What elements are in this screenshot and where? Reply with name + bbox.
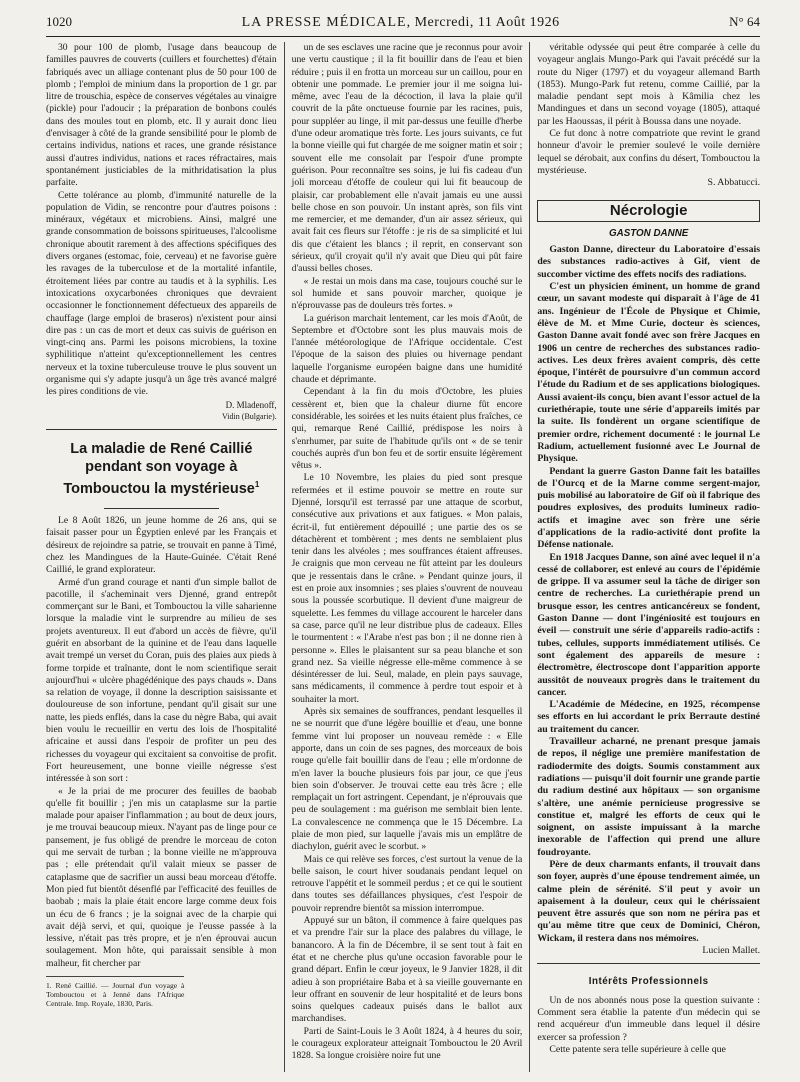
author-location: Vidin (Bulgarie).: [222, 411, 277, 421]
paragraph: Un de nos abonnés nous pose la question suivante : Comment sera établie la patente d'un médecin qui se rend acquéreur d'un immeuble dans lequel il désire exercer sa profession ?: [537, 994, 761, 1043]
paragraph: Père de deux charmants enfants, il trouvait dans son foyer, auprès d'une épouse tendrement aimée, un calme plein de sérénité. S'il peut y avoir un apaisement à la douleur, ceux qui le chérissaient peuvent être assurés que son nom ne périra pas et qu'au même titre que ceux de Dominici, Chéron, Wickam, il restera dans nos mémoires.: [537, 859, 761, 944]
paragraph: C'est un physicien éminent, un homme de grand cœur, un savant modeste qui disparaît à l'âge de 41 ans. Ingénieur de l'École de Physique et Chimie, élève de M. et Mme Curie, docteur ès sciences, Gaston Danne avait fondé avec son frère Jacques en 1906 un centre de recherches des substances radio-actives. Les deux frères avaient compris, dès cette époque, l'intérêt de poursuivre d'un commun accord l'étude du Radium et de ses applications biologiques. Aussi avaient-ils conçu, bien avant l'essor actuel de la curiethérapie, toute une série d'appareils imités par la suite. Ils fondèrent un organe scientifique de premier ordre, richement documenté : le journal Le Radium, actuellement fusionné avec Le Journal de Physique.: [537, 281, 761, 465]
paragraph: un de ses esclaves une racine que je reconnus pour avoir une vertu caustique ; il la fit bouillir dans de l'eau et bien réduire ; puis il en frotta un morceau sur un caillou, pour en obtenir une pommade. Le premier jour il me soigna lui-même, avec l'eau de la décoction, il lava la plaie qu'il couvrit de la pâte onctueuse fournie par les racines, puis, pour suppléer au linge, il mit par-dessus une feuille d'herbe d'une odeur aromatique très forte. Les jours suivants, ce fut la bonne vieille qui fut chargée de me soigner matin et soir ; souvent elle me consolait par l'espoir d'une prompte guérison. Pour reconnaître ses soins, je lui fis cadeau d'un joli morceau d'étoffe de couleur qui lui fit beaucoup de plaisir, car probablement elle n'avait jamais eu une aussi belle chose en son pouvoir. Un instant après, son fils vint me remercier, et me demander, d'un air assez sérieux, qui avait fait ces fleurs sur l'étoffe : je ris de sa simplicité et lui dis que c'étaient les blancs ; il reprit, en conservant son sérieux, qu'il croyait qu'il n'y avait que Dieu qui pût faire d'aussi belles choses.: [291, 42, 523, 275]
paragraph: Appuyé sur un bâton, il commence à faire quelques pas et va prendre l'air sur la place des palabres du village, le banancoro. À la fin de Décembre, il se sent tout à fait en état et ne cherche plus qu'une occasion favorable pour le grand départ. Enfin le cœur joyeux, le 9 Janvier 1828, il dit adieu à son propriétaire Baba et à sa vieille gouvernante en leur offrant en souvenir de leur hospitalité et de leurs bons soins quelques cadeaux puisés dans le ballot aux marchandises.: [291, 915, 523, 1025]
paragraph: 30 pour 100 de plomb, l'usage dans beaucoup de familles pauvres de couverts (cuillers et fourchettes) d'étain fabriqués avec un alliage contenant plus de 50 pour 100 de plomb ; l'emploi de minium dans la proportion de 1 gr. par litre de trouschia, espèce de conserves végétales au vinaigre (pickle) pour l'adoucir ; la préparation de bonbons coulés dans des moules tout en plomb, etc. Il y aurait donc lieu d'envisager à côté de la grande sensibilité pour le plomb de certains individus, nations et races, une grande résistance aussi d'autres individus, nations et races réfractaires, mais spontanément justiciables de la mithridatisation la plus parfaite.: [46, 42, 277, 189]
author-signature: S. Abbatucci.: [707, 177, 761, 189]
title-separator: [104, 508, 219, 509]
paragraph: Pendant la guerre Gaston Danne fait les batailles de l'Ourcq et de la Marne comme sergent-major, puis mobilisé au laboratoire de Gif où il fabrique des poudres explosives, des produits lumineux radio-actifs et imagine avec son frère une série d'applications de la radio-activité dont profite la Défense nationale.: [537, 465, 761, 551]
paragraph: Cette patente sera telle supérieure à celle que: [549, 1043, 726, 1055]
paragraph: Le 10 Novembre, les plaies du pied sont presque refermées et il estime pouvoir se mettre en route sur Djenné, lorsqu'il est terrassé par une attaque de scorbut, consécutive aux privations et aux fatigues. « Mon palais, écrit-il, fut entièrement dépouillé ; une partie des os se détachèrent et tombèrent ; mes dents ne semblaient plus tenir dans les alvéoles ; mes souffrances étaient affreuses. Je craignis que mon cerveau ne fût atteint par les douleurs que je ressentais dans le crâne. » Pendant quinze jours, il est en proie aux insomnies ; ses plaies s'ouvrent de nouveau sous la poussée scorbutique. Il devient d'une maigreur de squelette. Les femmes du village accourent le harceler dans sa case, parce qu'il ne leur distribue plus de cadeaux. Elles le tourmentent : « l'Arabe n'est pas bon ; il ne donne rien à personne ». Elles le plaisantent sur sa peau blanche et son grand nez. Sa vieille négresse elle-même commence à se désintéresser de lui. Seul, malade, en plein pays sauvage, sans médicaments, il commence à perdre tout espoir et à souhaiter la mort.: [291, 472, 523, 705]
journal-title-line: [242, 15, 560, 31]
journal-title: LA PRESSE MÉDICALE: [241, 15, 407, 30]
newspaper-page: [46, 14, 760, 1078]
article-title: La maladie de René Caillié pendant son voyage à Tombouctou la mystérieuse$^1$: [63, 441, 260, 498]
paragraph: En 1918 Jacques Danne, son aîné avec lequel il n'a cessé de collaborer, est enlevé au cours de l'épidémie de grippe. Il va assumer seul la tâche de diriger son centre de recherches. La curiethérapie prend un brusque essor, les centres anticancéreux se fondent, Gaston Danne — dont l'ingéniosité est toujours en éveil — construit une série d'appareils radio-actifs : tubes, cellules, supports immédiatement utilisés. Ce sont également des appareils de mesure : électromètre, électroscope dont l'apparition apporte aussitôt de nouveaux progrès dans le traitement du cancer.: [537, 551, 761, 698]
paragraph: Mais ce qui relève ses forces, c'est surtout la venue de la belle saison, le court hiver soudanais pendant lequel on retrouve l'appétit et le sommeil perdus ; et ce qui le soutient dans toutes ses défaillances physiques, c'est l'espoir de pouvoir reprendre bientôt sa mission interrompue.: [291, 853, 523, 914]
paragraph: La guérison marchait lentement, car les mois d'Août, de Septembre et d'Octobre sont les plus mauvais mois de l'année météorologique de l'Afrique occidentale. C'est l'époque de la saison des pluies ou hivernage pendant laquelle l'organisme européen baigne dans une humidité chaude et déprimante.: [291, 312, 523, 386]
paragraph: Ce fut donc à notre compatriote que revint le grand honneur d'avoir le premier soulevé le voile dernière lequel se dérobait, aux confins du désert, Tombouctou la mystérieuse.: [537, 128, 761, 176]
paragraph: Cette tolérance au plomb, d'immunité naturelle de la population de Vidin, se rencontre pour d'autres poisons : minéraux, végétaux et microbiens. Ainsi, malgré une grande consommation de boissons spiritueuses, l'alcoolisme chronique aboutit rarement à des affections spécifiques des divers organes (estomac, foie, cerveau) et ne favorise guère les ravages de la tuberculose et de la mortalité infantile, étroitement liées par contre au taudis et à la syphilis. Les intoxications oxycarbonées chroniques que devraient occasionner le fonctionnement défectueux des appareils de chauffage (large emploi de braseros) n'existent pour ainsi dire pas : un cas de mort et deux cas suivis de guérison en vingt-cinq ans. Parmi les poisons microbiens, la toxine syphilitique n'atteint qu'exceptionnellement les centres nerveux et la toxine tuberculeuse trouve le plus souvent un organisme qui s'y adapte jusqu'à un âge très avancé malgré les pires conditions de vie.: [46, 189, 277, 398]
paragraph: Travailleur acharné, ne prenant presque jamais de repos, il néglige une première manifestation de radiodermite des doigts. Soumis constamment aux radiations — puisqu'il doit fournir une grande partie du radium destiné aux hôpitaux — son organisme s'altère, une anémie pernicieuse progressive se constitue et, malgré les efforts de ceux qui le soignent, on assiste impuissant à la marche inexorable de l'affection qui prend une allure foudroyante.: [537, 736, 761, 858]
issue-date: , Mercredi, 11 Août 1926: [406, 15, 560, 30]
necrology-body: [537, 244, 760, 945]
paragraph: L'Académie de Médecine, en 1925, récompense ses efforts en lui accordant le prix Berraute destiné au traitement du cancer.: [537, 699, 761, 735]
necrology-signature: Lucien Mallet.: [702, 945, 761, 957]
paragraph: Parti de Saint-Louis le 3 Août 1824, à 4 heures du soir, le courageux explorateur atteignait Tombouctou le 20 Avril 1828. Sa longue croisière noire fut une: [291, 1025, 523, 1062]
section-separator: [537, 963, 760, 964]
page-number: 1020: [46, 14, 72, 29]
footnote: 1. René Caillié. — Journal d'un voyage à Tombouctou et à Jenné dans l'Afrique Centrale. Imp. Royale, 1830, Paris.: [46, 976, 184, 1008]
column-2: [284, 42, 530, 1072]
footnote-mark: 1: [254, 480, 260, 490]
paragraph: « Je la priai de me procurer des feuilles de baobab qu'elle fit bouillir ; j'en mis un cataplasme sur la partie malade pour apaiser l'inflammation ; au bout de deux jours, je me trouvai beaucoup mieux. N'ayant pas de linge pour ce pansement, je fus obligé de prendre le morceau de coton qui me servait de turban ; la bonne vieille ne m'approuva pas ; elle prétendait qu'il valait mieux se passer de cataplasme que de sacrifier un aussi beau morceau d'étoffe. Mon pied fut bientôt désenflé par l'efficacité des feuilles de baobab ; mais la plaie était encore large comme deux fois un écu de 6 francs ; je la soignai avec de la charpie qui avait déjà servi, et qui, quoique je l'eusse passée à la lessive, n'était pas très propre, et je n'en éprouvai aucun soulagement. Mon hôte, qui paraissait sensible à mon malheur, fit chercher par: [46, 785, 277, 969]
column-3: [529, 42, 760, 1072]
paragraph: « Je restai un mois dans ma case, toujours couché sur le sol humide et sans pouvoir marcher, quoique je n'éprouvasse pas de douleurs très fortes. »: [291, 275, 523, 312]
paragraph: Cependant à la fin du mois d'Octobre, les pluies cessèrent et, bien que la chaleur diurne fût encore considérable, les soirées et les nuits étaient plus fraîches, ce qui, remarque René Caillié, prédispose les noirs à s'enrhumer, par suite de l'habitude qu'ils ont « de se tenir couchés auprès d'un bon feu et de sortir ensuite légèrement vêtus ».: [291, 386, 523, 472]
paragraph: véritable odyssée qui peut être comparée à celle du voyageur anglais Mungo-Park qui l'avait précédé sur la route du Niger (1797) et du voyageur allemand Barth (1853). Mungo-Park fut retenu, comme Caillié, par la maladie pendant sept mois à Kâmilia chez les Mandingues et dans un second voyage (1805), attaqué par les Haoussas, il périt à Boussa dans une noyade.: [537, 42, 761, 127]
necrology-heading: Nécrologie: [537, 200, 760, 222]
author-signature: D. Mladenoff,: [225, 399, 277, 410]
column-1: [46, 42, 284, 1072]
section-title: Intérêts Professionnels: [588, 976, 709, 988]
issue-number: N° 64: [729, 14, 760, 29]
paragraph: Armé d'un grand courage et nanti d'un simple ballot de pacotille, il s'acheminait vers Djenné, grand entrepôt commerçant sur le Bani, et Tombouctou la ville saharienne lorsque la maladie vint le surprendre au milieu de ses projets aventureux. Il eut d'abord un accès de fièvre, qu'il guérit en absorbant de la quinine et de l'eau dans laquelle avait trempé un verset du Coran, puis des plaies aux pieds à forme torpide et traînante, dont le nom scientifique serait aujourd'hui « ulcère phagédénique des pays chauds ». Dans sa relation de voyage, il donne la description saisissante et douloureuse de son infortune, pendant qu'il gisait sur une natte, les pieds enflés, dans la case du nègre Baba, qui avait bien voulu le recueillir en vertu des lois de l'hospitalité africaine et aussi dans l'espoir de profiter un peu des richesses du voyageur qui excitaient sa convoitise de profit. Fort heureusement, une bonne vieille négresse s'est intéressée à son sort :: [46, 576, 277, 785]
page-header: [46, 14, 760, 34]
paragraph: Le 8 Août 1826, un jeune homme de 26 ans, qui se faisait passer pour un Égyptien enlevé par les Français et désireux de rejoindre sa patrie, se trouvait en panne à Timé, chez les Mandingues de la Haute-Guinée. C'était René Caillié, le grand explorateur.: [46, 515, 277, 576]
article-separator: [46, 429, 277, 430]
header-rule: [46, 36, 760, 37]
paragraph: Après six semaines de souffrances, pendant lesquelles il ne se nourrit que d'une légère bouillie et d'eau, une bonne femme vint lui proposer un nouveau remède : « Elle apporte, dans un coin de ses pagnes, des morceaux de bois rouge qu'elle fait bouillir dans de l'eau ; elle m'ordonne de m'en laver la bouche plusieurs fois par jour, ce que j'eus bien soin d'observer. Je trouvai cette eau très âcre ; elle remplaçait un fort astringent. Cependant, je n'éprouvais que peu de soulagement : ma guérison me semblait bien lente. La convalescence ne commença que le 15 Décembre. La plaie de mon pied, sur laquelle j'avais mis un emplâtre de diachylon, guérit avec le scorbut. »: [291, 706, 523, 853]
columns: [46, 42, 760, 1072]
paragraph: Gaston Danne, directeur du Laboratoire d'essais des substances radio-actives à Gif, vient de succomber victime des effets nocifs des radiations.: [537, 244, 761, 280]
necrology-subject: GASTON DANNE: [609, 227, 689, 239]
